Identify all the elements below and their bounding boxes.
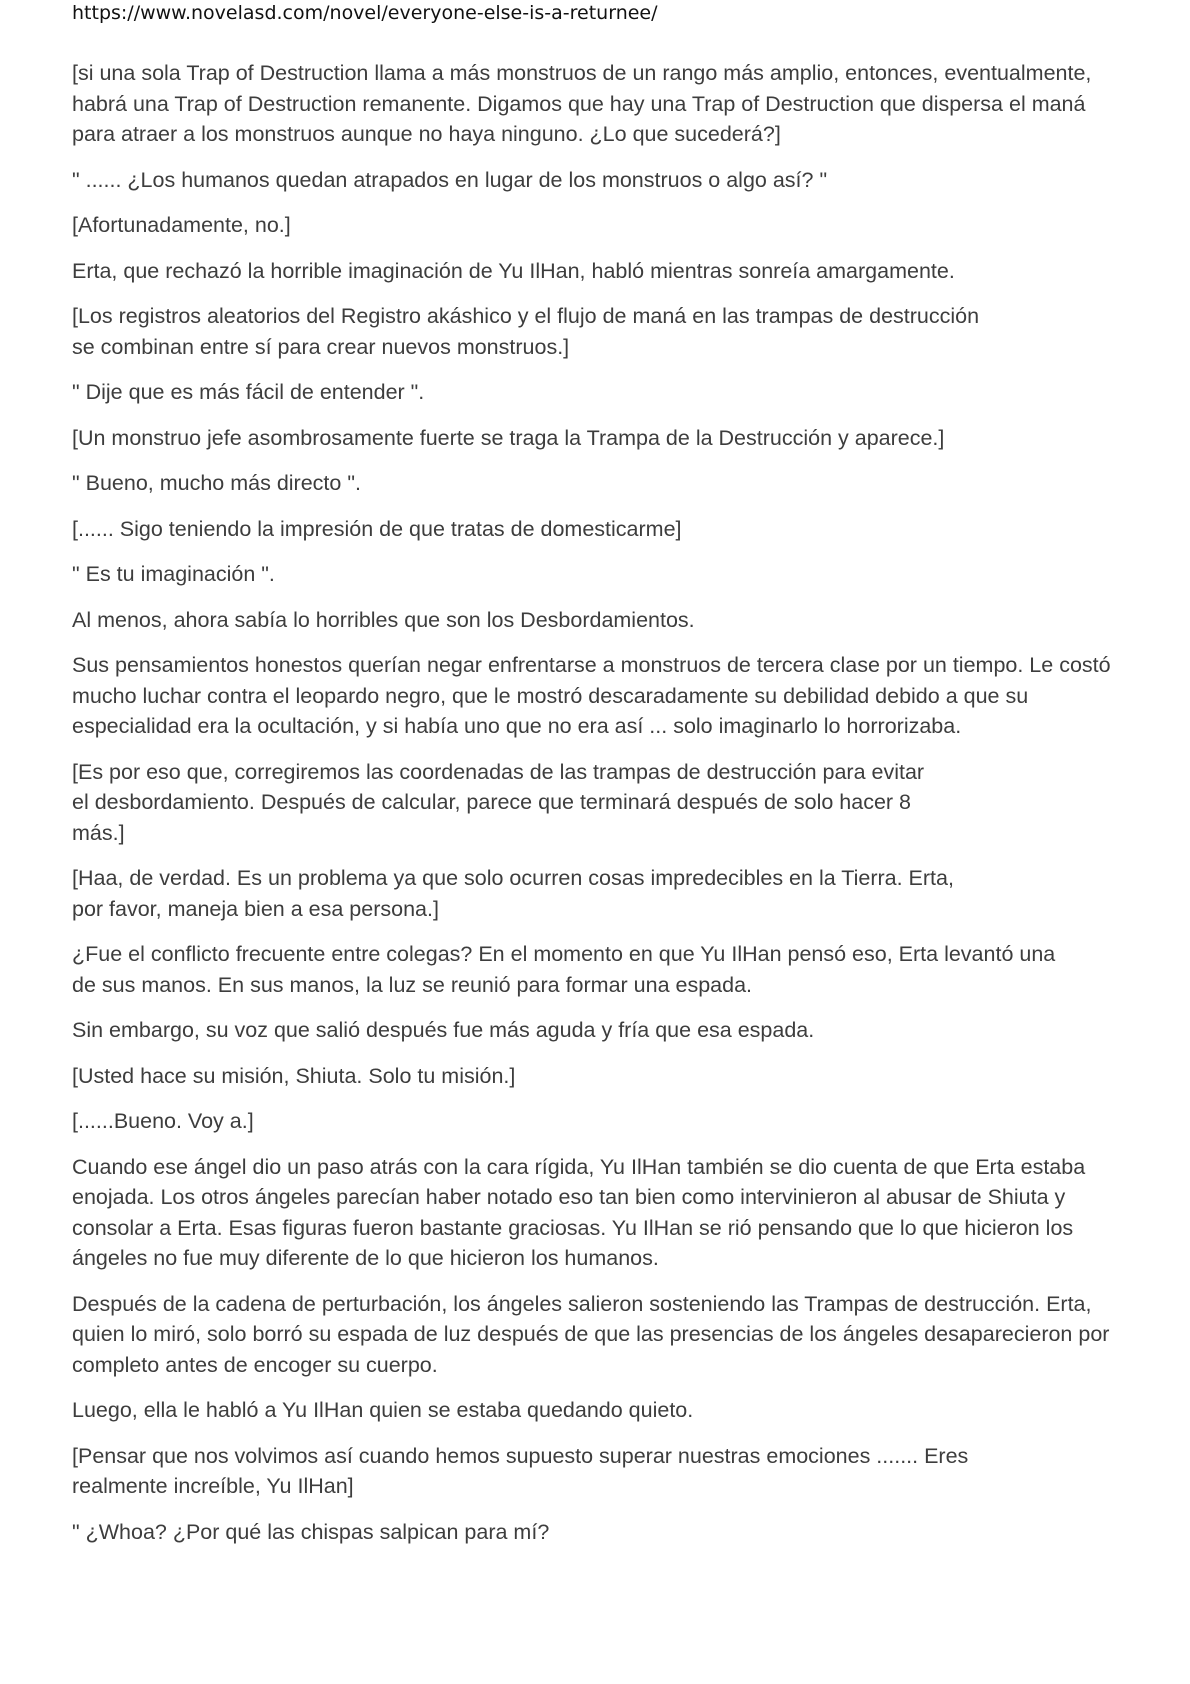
paragraph: Erta, que rechazó la horrible imaginación de Yu IlHan, habló mientras sonreía amargamente. — [72, 258, 955, 283]
paragraph: " ¿Whoa? ¿Por qué las chispas salpican para mí? — [72, 1519, 550, 1544]
page-url: https://www.novelasd.com/novel/everyone-else-is-a-returnee/ — [72, 2, 658, 24]
paragraph: [...... Sigo teniendo la impresión de que tratas de domesticarme] — [72, 516, 682, 541]
paragraph: Luego, ella le habló a Yu IlHan quien se estaba quedando quieto. — [72, 1398, 694, 1422]
paragraph: ¿Fue el conflicto frecuente entre colegas? En el momento en que Yu IlHan pensó eso, Erta levantó una de sus manos. En sus manos, la luz se reunió para formar una espada. — [72, 942, 1056, 997]
paragraph: [Es por eso que, corregiremos las coordenadas de las trampas de destrucción para evitar el desbordamiento. Después de calcular, parece que terminará después de solo hacer 8 más.] — [72, 759, 925, 845]
paragraph: " Bueno, mucho más directo ". — [72, 471, 361, 495]
paragraph: [Los registros aleatorios del Registro akáshico y el flujo de maná en las trampas de destrucción se combinan entre sí para crear nuevos monstruos.] — [72, 304, 980, 359]
paragraph: [si una sola Trap of Destruction llama a más monstruos de un rango más amplio, entonces, eventualmente, habrá una Trap of Destruction remanente. Digamos que hay una Trap of Destruction que dispersa el maná para atraer a los monstruos aunque no haya ninguno. ¿Lo que sucederá?] — [72, 61, 1092, 146]
paragraph: Al menos, ahora sabía lo horribles que son los Desbordamientos. — [72, 607, 695, 632]
paragraph: " ...... ¿Los humanos quedan atrapados en lugar de los monstruos o algo así? " — [72, 167, 828, 192]
paragraph: " Dije que es más fácil de entender ". — [72, 380, 425, 404]
paragraph: Sus pensamientos honestos querían negar enfrentarse a monstruos de tercera clase por un tiempo. Le costó mucho luchar contra el leopardo negro, que le mostró descaradamente su debilidad debido a que su especialidad era la ocultación, y si había uno que no era así ... solo imaginarlo lo horrorizaba. — [72, 653, 1111, 738]
paragraph: Sin embargo, su voz que salió después fue más aguda y fría que esa espada. — [72, 1018, 815, 1042]
paragraph: [Un monstruo jefe asombrosamente fuerte se traga la Trampa de la Destrucción y aparece.] — [72, 425, 945, 450]
paragraph: " Es tu imaginación ". — [72, 562, 275, 586]
paragraph: [Usted hace su misión, Shiuta. Solo tu misión.] — [72, 1063, 516, 1088]
paragraph: [Haa, de verdad. Es un problema ya que solo ocurren cosas impredecibles en la Tierra. Erta, por favor, maneja bien a esa persona.] — [72, 866, 954, 921]
paragraph: [Pensar que nos volvimos así cuando hemos supuesto superar nuestras emociones ....... Eres realmente increíble, Yu IlHan] — [72, 1443, 969, 1498]
paragraph: [......Bueno. Voy a.] — [72, 1109, 254, 1133]
paragraph: Después de la cadena de perturbación, los ángeles salieron sosteniendo las Trampas de destrucción. Erta, quien lo miró, solo borró su espada de luz después de que las presencias de los ángeles desaparecieron por completo antes de encoger su cuerpo. — [72, 1291, 1110, 1377]
paragraph: [Afortunadamente, no.] — [72, 213, 291, 237]
paragraph: Cuando ese ángel dio un paso atrás con la cara rígida, Yu IlHan también se dio cuenta de que Erta estaba enojada. Los otros ángeles parecían haber notado eso tan bien como intervinieron al abusar de Shiuta y consolar a Erta. Esas figuras fueron bastante graciosas. Yu IlHan se rió pensando que lo que hicieron los ángeles no fue muy diferente de lo que hicieron los humanos. — [72, 1154, 1086, 1270]
document-body — [72, 58, 1132, 1562]
